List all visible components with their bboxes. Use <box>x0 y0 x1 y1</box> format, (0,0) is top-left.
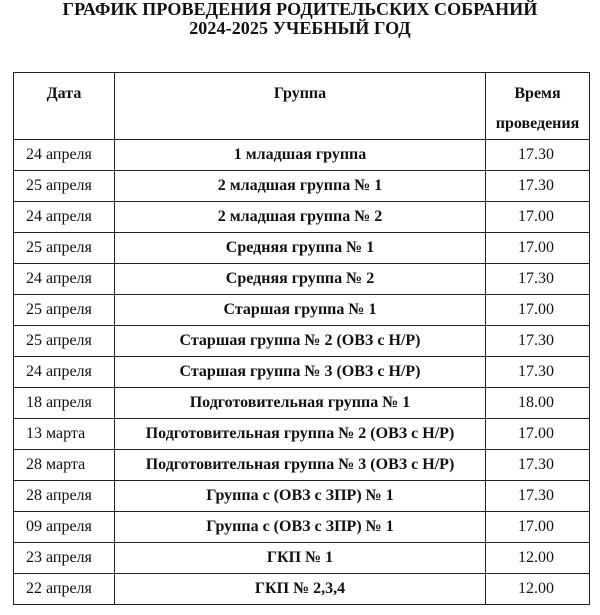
cell-date: 24 апреля <box>14 202 115 233</box>
table-row <box>14 202 590 233</box>
cell-time: 17.30 <box>486 481 590 512</box>
cell-date: 18 апреля <box>14 388 115 419</box>
table-row <box>14 233 590 264</box>
cell-time: 18.00 <box>486 388 590 419</box>
header-time-line-1: Время <box>514 85 561 102</box>
cell-time: 17.30 <box>486 450 590 481</box>
table-row <box>14 574 590 605</box>
cell-date: 25 апреля <box>14 171 115 202</box>
cell-date: 24 апреля <box>14 264 115 295</box>
cell-date: 13 марта <box>14 419 115 450</box>
cell-time: 12.00 <box>486 574 590 605</box>
cell-date: 24 апреля <box>14 357 115 388</box>
cell-group: Подготовительная группа № 2 (ОВЗ с Н/Р) <box>115 419 486 450</box>
table-row <box>14 295 590 326</box>
cell-group: Старшая группа № 3 (ОВЗ с Н/Р) <box>115 357 486 388</box>
header-time-line-2: проведения <box>495 115 580 132</box>
cell-date: 25 апреля <box>14 233 115 264</box>
cell-group: Группа с (ОВЗ с ЗПР) № 1 <box>115 481 486 512</box>
cell-group: Подготовительная группа № 3 (ОВЗ с Н/Р) <box>115 450 486 481</box>
cell-date: 28 марта <box>14 450 115 481</box>
cell-time: 17.30 <box>486 326 590 357</box>
cell-date: 24 апреля <box>14 140 115 171</box>
table-row <box>14 357 590 388</box>
cell-time: 17.30 <box>486 264 590 295</box>
header-time-label <box>486 73 589 139</box>
cell-group: 2 младшая группа № 2 <box>115 202 486 233</box>
cell-group: Подготовительная группа № 1 <box>115 388 486 419</box>
cell-time: 17.30 <box>486 357 590 388</box>
table-row <box>14 543 590 574</box>
header-group-label: Группа <box>273 85 327 102</box>
cell-date: 22 апреля <box>14 574 115 605</box>
cell-time: 17.30 <box>486 140 590 171</box>
cell-date: 23 апреля <box>14 543 115 574</box>
table-row <box>14 171 590 202</box>
cell-date: 09 апреля <box>14 512 115 543</box>
schedule-table <box>13 72 590 605</box>
header-date <box>14 73 115 140</box>
cell-time: 17.00 <box>486 233 590 264</box>
table-row <box>14 264 590 295</box>
cell-group: 2 младшая группа № 1 <box>115 171 486 202</box>
cell-group: ГКП № 2,3,4 <box>115 574 486 605</box>
cell-group: Группа с (ОВЗ с ЗПР) № 1 <box>115 512 486 543</box>
cell-group: Старшая группа № 1 <box>115 295 486 326</box>
header-row <box>14 73 590 140</box>
table-row <box>14 326 590 357</box>
cell-group: Средняя группа № 2 <box>115 264 486 295</box>
page-title <box>0 0 600 38</box>
cell-group: ГКП № 1 <box>115 543 486 574</box>
title-line-1: ГРАФИК ПРОВЕДЕНИЯ РОДИТЕЛЬСКИХ СОБРАНИЙ <box>62 0 538 19</box>
cell-group: Старшая группа № 2 (ОВЗ с Н/Р) <box>115 326 486 357</box>
table-row <box>14 419 590 450</box>
title-line-2: 2024-2025 УЧЕБНЫЙ ГОД <box>189 18 411 38</box>
cell-time: 17.00 <box>486 512 590 543</box>
cell-date: 28 апреля <box>14 481 115 512</box>
cell-group: 1 младшая группа <box>115 140 486 171</box>
cell-group: Средняя группа № 1 <box>115 233 486 264</box>
header-group <box>115 73 486 140</box>
table-row <box>14 140 590 171</box>
table-row <box>14 388 590 419</box>
cell-time: 17.00 <box>486 202 590 233</box>
table-row <box>14 481 590 512</box>
header-date-label: Дата <box>46 85 82 102</box>
table-row <box>14 512 590 543</box>
cell-time: 17.00 <box>486 419 590 450</box>
cell-date: 25 апреля <box>14 295 115 326</box>
cell-time: 17.00 <box>486 295 590 326</box>
cell-time: 17.30 <box>486 171 590 202</box>
header-time <box>486 73 590 140</box>
cell-date: 25 апреля <box>14 326 115 357</box>
cell-time: 12.00 <box>486 543 590 574</box>
table-row <box>14 450 590 481</box>
